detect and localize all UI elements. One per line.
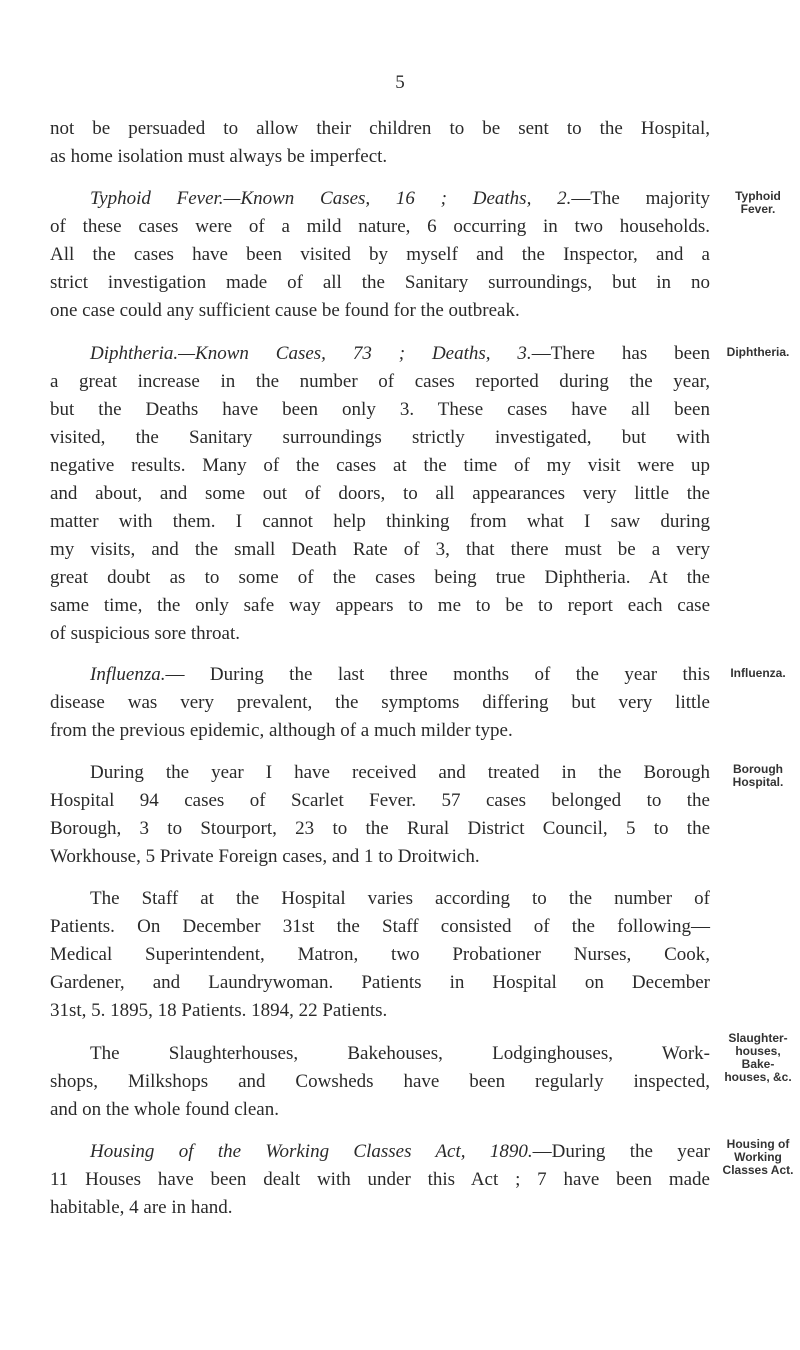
text-line: disease was very prevalent, the symptoms differing but very little bbox=[50, 692, 710, 713]
paragraph-intro bbox=[50, 115, 710, 171]
text-line: negative results. Many of the cases at the time of my visit were up bbox=[50, 455, 710, 476]
text-line: Hospital 94 cases of Scarlet Fever. 57 cases belonged to the bbox=[50, 790, 710, 811]
text-line: 11 Houses have been dealt with under this Act ; 7 have been made bbox=[50, 1169, 710, 1190]
paragraph-slaughterhouses bbox=[50, 1040, 710, 1124]
heading-continuation: —There has been bbox=[531, 343, 710, 364]
text-line: as home isolation must always be imperfect. bbox=[50, 146, 388, 167]
text-line: Medical Superintendent, Matron, two Probationer Nurses, Cook, bbox=[50, 944, 710, 965]
paragraph-diphtheria bbox=[50, 340, 710, 648]
text-line: and on the whole found clean. bbox=[50, 1099, 279, 1120]
section-heading: Influenza. bbox=[90, 664, 166, 685]
text-line bbox=[50, 185, 710, 213]
sidenote-line: Slaughter- bbox=[728, 1031, 788, 1045]
text-line: strict investigation made of all the Sanitary surroundings, but in no bbox=[50, 272, 710, 293]
sidenote-line: Working bbox=[734, 1150, 782, 1164]
paragraph-typhoid bbox=[50, 185, 710, 325]
text-line: 31st, 5. 1895, 18 Patients. 1894, 22 Patients. bbox=[50, 1000, 388, 1021]
sidenote-line: houses, bbox=[735, 1044, 781, 1058]
text-line: visited, the Sanitary surroundings strictly investigated, but with bbox=[50, 427, 710, 448]
paragraph-housing bbox=[50, 1138, 710, 1222]
sidenote-influenza bbox=[716, 667, 800, 680]
sidenote-line: houses, &c. bbox=[724, 1070, 792, 1084]
text-line: from the previous epidemic, although of a much milder type. bbox=[50, 720, 513, 741]
sidenote-line: Classes Act. bbox=[722, 1163, 794, 1177]
sidenote-line: Hospital. bbox=[732, 775, 784, 789]
sidenote-line: Diphtheria. bbox=[726, 345, 790, 359]
text-line: habitable, 4 are in hand. bbox=[50, 1197, 233, 1218]
section-heading: Diphtheria.—Known Cases, 73 ; Deaths, 3. bbox=[90, 343, 532, 364]
text-line: shops, Milkshops and Cowsheds have been regularly inspected, bbox=[50, 1071, 710, 1092]
text-line bbox=[50, 340, 710, 368]
sidenote-borough-hospital bbox=[716, 763, 800, 789]
section-heading: Typhoid Fever.—Known Cases, 16 ; Deaths, 2. bbox=[90, 188, 572, 209]
heading-continuation: —The majority bbox=[571, 188, 710, 209]
text-line: Workhouse, 5 Private Foreign cases, and 1 to Droitwich. bbox=[50, 846, 480, 867]
text-line: a great increase in the number of cases reported during the year, bbox=[50, 371, 710, 392]
page-number: 5 bbox=[395, 72, 405, 93]
text-line: The Staff at the Hospital varies according to the number of bbox=[90, 888, 710, 909]
text-line: great doubt as to some of the cases being true Diphtheria. At the bbox=[50, 567, 710, 588]
text-line bbox=[50, 1138, 710, 1166]
heading-continuation: — During the last three months of the year this bbox=[165, 664, 710, 685]
text-line: Gardener, and Laundrywoman. Patients in Hospital on December bbox=[50, 972, 710, 993]
text-line: and about, and some out of doors, to all appearances very little the bbox=[50, 483, 710, 504]
sidenote-line: Influenza. bbox=[730, 666, 786, 680]
sidenote-line: Housing of bbox=[726, 1137, 790, 1151]
text-line: Patients. On December 31st the Staff consisted of the following— bbox=[50, 916, 710, 937]
text-line bbox=[50, 661, 710, 689]
sidenote-line: Typhoid bbox=[735, 189, 781, 203]
text-line: Borough, 3 to Stourport, 23 to the Rural District Council, 5 to the bbox=[50, 818, 710, 839]
text-line: but the Deaths have been only 3. These cases have all been bbox=[50, 399, 710, 420]
sidenote-typhoid bbox=[716, 190, 800, 216]
heading-continuation: —During the year bbox=[532, 1141, 711, 1162]
text-line: of suspicious sore throat. bbox=[50, 623, 240, 644]
sidenote-line: Bake- bbox=[741, 1057, 775, 1071]
text-line: During the year I have received and treated in the Borough bbox=[90, 762, 710, 783]
sidenote-diphtheria bbox=[716, 346, 800, 359]
paragraph-influenza bbox=[50, 661, 710, 745]
sidenote-slaughterhouses bbox=[716, 1032, 800, 1084]
text-line: of these cases were of a mild nature, 6 occurring in two households. bbox=[50, 216, 710, 237]
text-line: same time, the only safe way appears to me to be to report each case bbox=[50, 595, 710, 616]
sidenote-housing bbox=[716, 1138, 800, 1177]
paragraph-borough-hospital bbox=[50, 759, 710, 871]
text-line: one case could any sufficient cause be found for the outbreak. bbox=[50, 300, 520, 321]
text-line: not be persuaded to allow their children to be sent to the Hospital, bbox=[50, 118, 710, 139]
text-line: matter with them. I cannot help thinking from what I saw during bbox=[50, 511, 710, 532]
sidenote-line: Borough bbox=[733, 762, 783, 776]
section-heading: Housing of the Working Classes Act, 1890. bbox=[90, 1141, 533, 1162]
text-line: All the cases have been visited by myself and the Inspector, and a bbox=[50, 244, 710, 265]
paragraph-staff bbox=[50, 885, 710, 1025]
text-line: my visits, and the small Death Rate of 3, that there must be a very bbox=[50, 539, 710, 560]
text-line: The Slaughterhouses, Bakehouses, Lodginghouses, Work- bbox=[90, 1043, 710, 1064]
sidenote-line: Fever. bbox=[740, 202, 776, 216]
